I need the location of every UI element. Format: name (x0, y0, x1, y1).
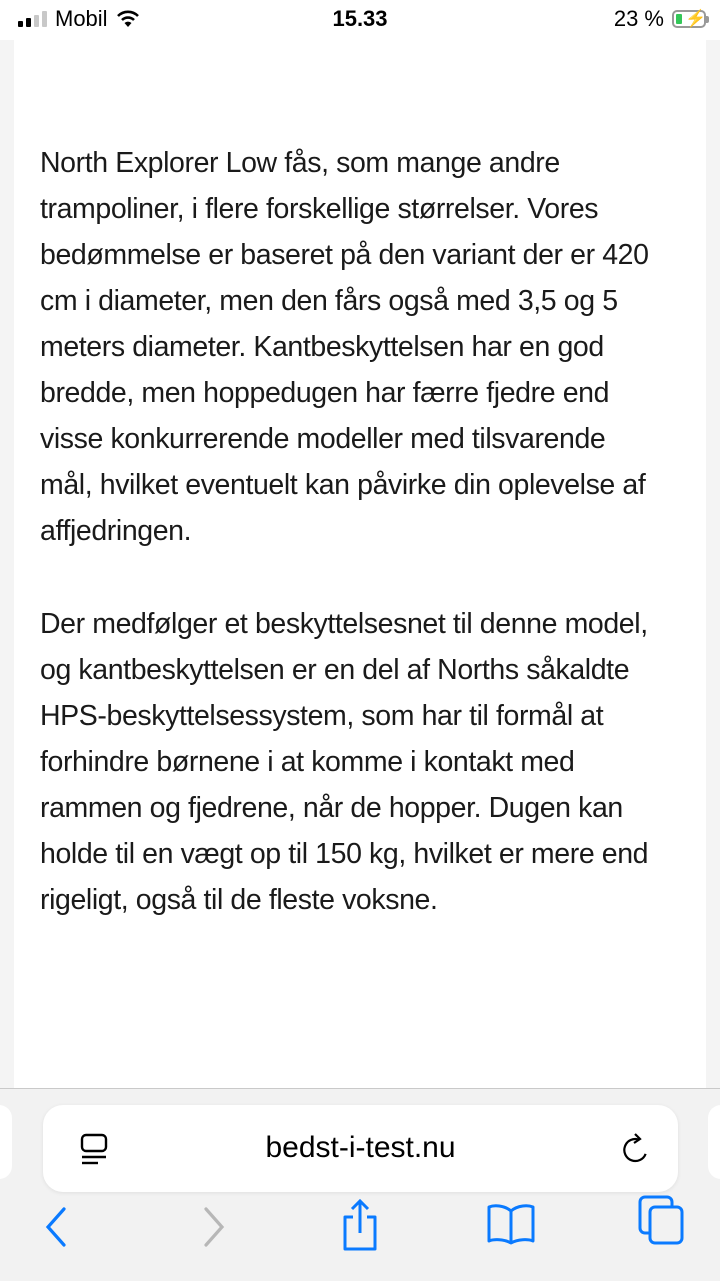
tabs-icon[interactable] (638, 1195, 686, 1247)
reload-icon[interactable] (620, 1133, 650, 1167)
back-icon[interactable] (42, 1205, 72, 1249)
bookmarks-icon[interactable] (486, 1201, 536, 1245)
next-tab-preview[interactable] (708, 1105, 720, 1179)
article-paragraph: North Explorer Low fås, som mange andre trampoliner, i flere forskellige størrelser. Vores bedømmelse er baseret på den variant der er 420 cm i diameter, men den fårs også med 3,5 og 5 meters diameter. Kantbeskyttelsen har en god bredde, men hoppedugen har færre fjedre end visse konkurrerende modeller med tilsvarende mål, hvilket eventuelt kan påvirke din oplevelse af affjedringen. (40, 147, 649, 547)
share-icon[interactable] (340, 1197, 380, 1253)
address-bar[interactable] (43, 1105, 678, 1192)
status-bar (0, 0, 720, 40)
forward-icon[interactable] (198, 1205, 228, 1249)
battery-charging-icon: ⚡ (672, 10, 706, 28)
safari-toolbar (0, 1089, 720, 1281)
article-body (40, 140, 660, 970)
status-right (614, 6, 706, 32)
article-paragraph: Der medfølger et beskyttelsesnet til denne model, og kantbeskyttelsen er en del af Norths såkaldte HPS-beskyttelsessystem, som har til formål at forhindre børnene i at komme i kontakt med rammen og fjedrene, når de hopper. Dugen kan holde til en vægt op til 150 kg, hvilket er mere end rigeligt, også til de fleste voksne. (40, 608, 649, 916)
url-text[interactable]: bedst-i-test.nu (265, 1131, 456, 1164)
clock: 15.33 (332, 6, 388, 31)
previous-tab-preview[interactable] (0, 1105, 12, 1179)
carrier-name: Mobil (55, 6, 108, 31)
battery-percent: 23 % (613, 6, 664, 31)
